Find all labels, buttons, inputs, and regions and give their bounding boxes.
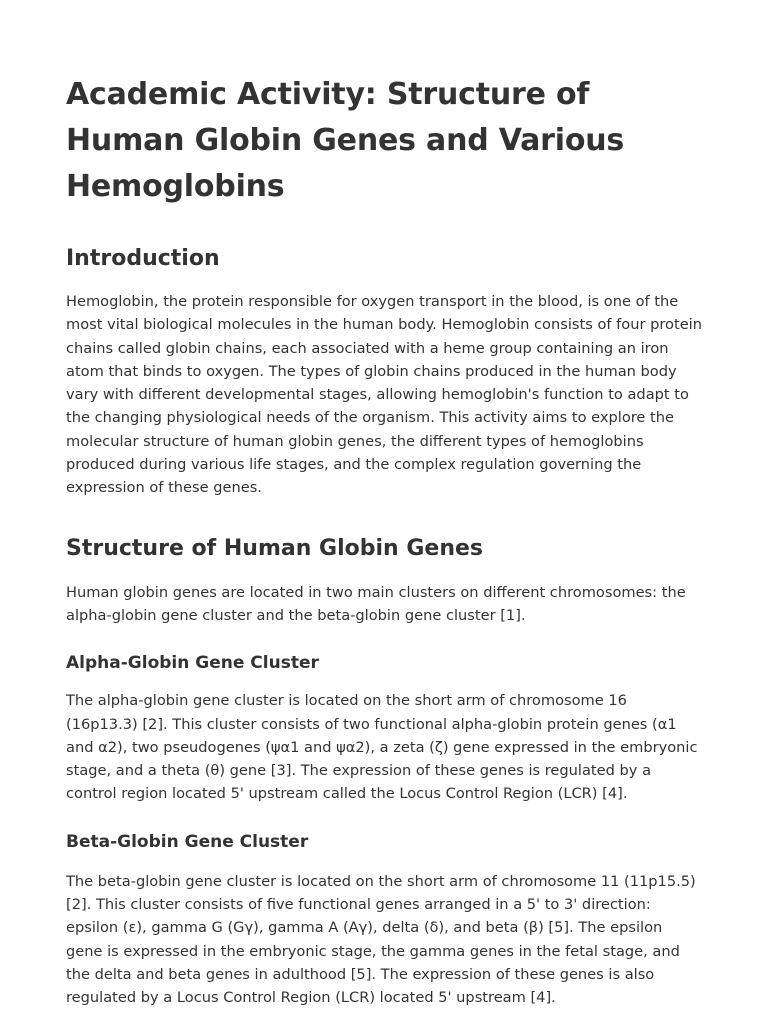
structure-heading: Structure of Human Globin Genes — [66, 535, 484, 561]
page-title: Academic Activity: Structure of Human Globin Genes and Various Hemoglobins — [66, 77, 625, 204]
introduction-paragraph: Hemoglobin, the protein responsible for oxygen transport in the blood, is one of the most vital biological molecules in the human body. Hemoglobin consists of four protein chains called globin chains, each associated with a heme group containing an iron atom that binds to oxygen. The types of globin chains produced in the human body vary with different developmental stages, allowing hemoglobin's function to adapt to the changing physiological needs of the organism. This activity aims to explore the molecular structure of human globin genes, the different types of hemoglobins produced during various life stages, and the complex regulation governing the expression of these genes. — [66, 293, 702, 497]
introduction-section — [66, 244, 702, 500]
alpha-globin-heading: Alpha-Globin Gene Cluster — [66, 653, 319, 674]
beta-globin-subsection — [66, 830, 702, 1010]
beta-globin-heading: Beta-Globin Gene Cluster — [66, 831, 309, 852]
alpha-globin-subsection — [66, 651, 702, 805]
introduction-heading: Introduction — [66, 246, 220, 271]
structure-paragraph: Human globin genes are located in two main clusters on different chromosomes: the alpha-globin gene cluster and the beta-globin gene cluster [1]. — [66, 583, 686, 624]
alpha-globin-paragraph: The alpha-globin gene cluster is located on the short arm of chromosome 16 (16p13.3) [2]. This cluster consists of two functional alpha-globin protein genes (α1 and α2), two pseudogenes (ψα1 and ψα2), a zeta (ζ) gene expressed in the embryonic stage, and a theta (θ) gene [3]. The expression of these genes is regulated by a control region located 5' upstream called the Locus Control Region (LCR) [4]. — [66, 692, 698, 803]
beta-globin-paragraph: The beta-globin gene cluster is located on the short arm of chromosome 11 (11p15.5) [2]. This cluster consists of five functional genes arranged in a 5' to 3' direction: epsilon (ε), gamma G (Gγ), gamma A (Aγ), delta (δ), and beta (β) [5]. The epsilon gene is expressed in the embryonic stage, the gamma genes in the fetal stage, and the delta and beta genes in adulthood [5]. The expression of these genes is also regulated by a Locus Control Region (LCR) located 5' upstream [4]. — [66, 872, 696, 1007]
structure-section — [66, 534, 702, 1010]
